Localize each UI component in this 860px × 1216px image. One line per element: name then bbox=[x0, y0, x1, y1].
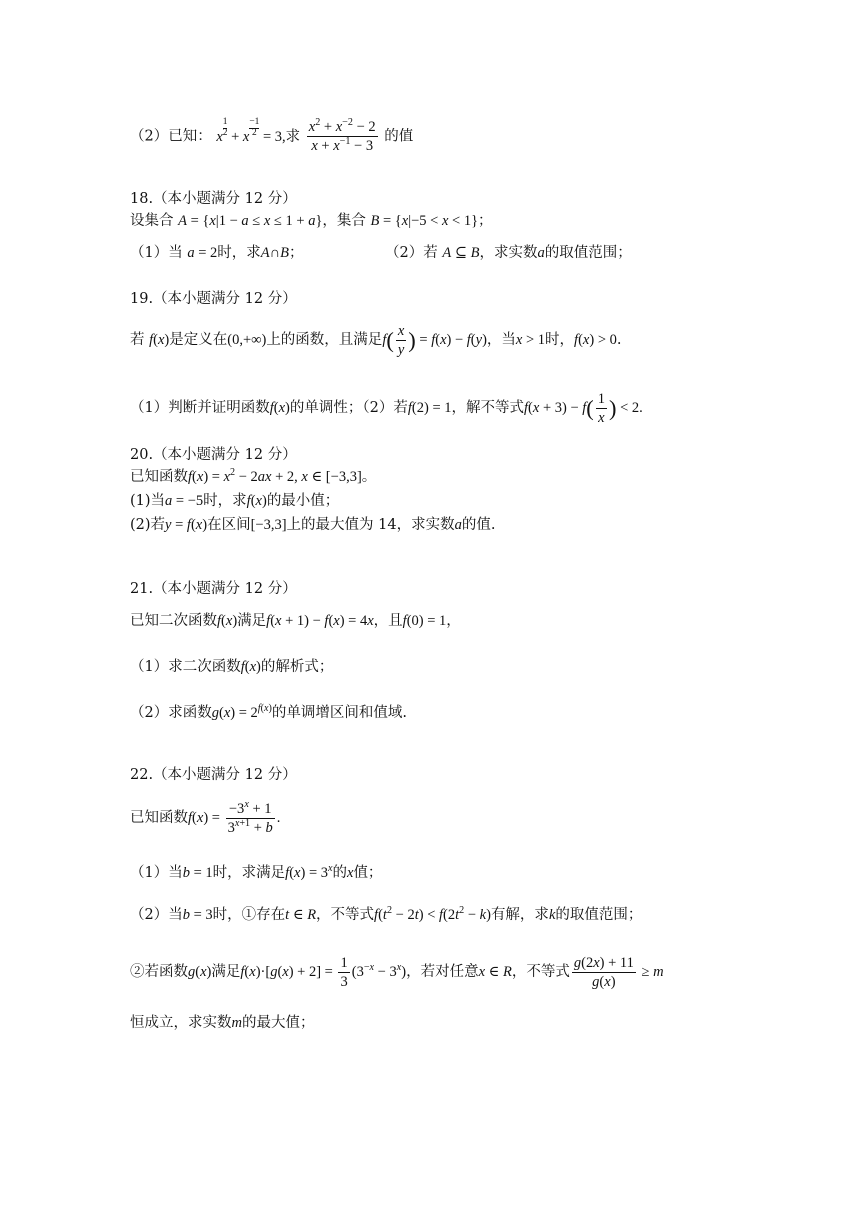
q19-math: x > 1 bbox=[515, 331, 546, 348]
q19-inequality: f(x + 3) − f( $\frac{1}{x}$ ) < 2. bbox=[524, 391, 643, 427]
q19-text: 的单调性；（2）若 bbox=[289, 399, 408, 416]
q18-text: ，集合 bbox=[322, 213, 371, 229]
q22-math: g(x) bbox=[188, 963, 212, 980]
q19-text: （1）判断并证明函数 bbox=[130, 399, 270, 416]
q22-math: b = 3 bbox=[182, 907, 213, 923]
q20-text: 上的最大值为 14，求实数 bbox=[286, 517, 455, 533]
q22-text: （2）当 bbox=[130, 907, 183, 923]
q19-math: f(2) = 1 bbox=[407, 399, 452, 416]
q22-text: 满足 bbox=[211, 963, 241, 980]
q19-math: f(x) > 0 bbox=[574, 331, 617, 348]
q22-text: 的取值范围； bbox=[555, 907, 643, 923]
q20-heading: 20.（本小题满分 12 分） bbox=[130, 447, 297, 463]
q19-text: ，解不等式 bbox=[451, 399, 524, 416]
q22-text: 有解，求 bbox=[490, 907, 549, 923]
q22-math: x ∈ R bbox=[478, 963, 512, 980]
q18-text: 设集合 bbox=[130, 213, 179, 229]
q17-fraction: $\frac{x^2 + x^{-2} - 2}{x + x^{-1} - 3}$ bbox=[308, 117, 376, 155]
q22-text: 时，①存在 bbox=[212, 907, 286, 923]
q22-function: f(x) = $\frac{-3^x + 1}{3^{x+1} + b}$ . bbox=[188, 799, 281, 837]
q19-functional-eq: f( $\frac{x}{y}$ ) = f(x) − f(y) bbox=[382, 323, 487, 359]
q22-text: ②若函数 bbox=[130, 963, 188, 980]
q21-text: 的单调增区间和值域. bbox=[271, 705, 407, 721]
q21-math: $g(x) = 2^{f(x)}$ bbox=[211, 703, 272, 721]
q18-math: a = 2 bbox=[187, 245, 218, 261]
q20-function: $f(x) = x^2 - 2ax + 2$, x ∈ [−3,3] bbox=[188, 467, 362, 485]
q19-math: f(x) bbox=[269, 399, 290, 416]
q22-heading: 22.（本小题满分 12 分） bbox=[130, 767, 297, 783]
q21-text: （2）求函数 bbox=[130, 705, 212, 721]
q22-text: ，不等式 bbox=[511, 963, 570, 980]
q18-part2 bbox=[385, 244, 632, 263]
q18-heading: 18.（本小题满分 12 分） bbox=[130, 191, 297, 207]
q18-math: a bbox=[537, 245, 545, 261]
q19-heading: 19.（本小题满分 12 分） bbox=[130, 291, 297, 307]
q18-math: A ⊆ B bbox=[442, 245, 480, 261]
q18-text: （2）若 bbox=[385, 245, 443, 261]
q17-part2-prefix: （2）已知： bbox=[130, 128, 212, 145]
q19-part1 bbox=[130, 390, 643, 427]
q19-math: (0,+∞) bbox=[227, 331, 267, 348]
q21-text: ，且 bbox=[373, 613, 403, 629]
q22-line1 bbox=[130, 800, 280, 837]
q19-text: ，当 bbox=[486, 331, 516, 348]
q17-part2-suffix: 的值 bbox=[384, 128, 414, 145]
q20-math: f(x) bbox=[246, 493, 267, 509]
q22-part2 bbox=[130, 906, 642, 925]
q22-inequality: $f(t^2 - 2t) < f(2t^2 - k)$ bbox=[374, 905, 491, 923]
q22-part1 bbox=[130, 864, 382, 883]
q22-part3 bbox=[130, 954, 664, 991]
q21-text: 满足 bbox=[237, 613, 267, 629]
q22-text: 已知函数 bbox=[130, 809, 188, 826]
q20-text: (2)若 bbox=[130, 517, 166, 533]
q21-math: f(x + 1) − f(x) = 4x bbox=[266, 613, 374, 629]
q22-part4 bbox=[130, 1014, 314, 1033]
q21-math: f(x) bbox=[217, 613, 238, 629]
q22-math: k bbox=[548, 907, 556, 923]
q22-text: 的最大值； bbox=[241, 1015, 315, 1031]
q19-line1: 若 f(x)是定义在(0,+∞)上的函数，且满足f( $\frac{x}{y}$ ) = f(x) − f(y)，当x > 1时，f(x) > 0. bbox=[130, 323, 622, 359]
q22-math: b = 1 bbox=[182, 865, 213, 881]
q22-text: ，若对任意 bbox=[406, 963, 479, 980]
q22-text: ，不等式 bbox=[316, 907, 375, 923]
q19-math: f(x) bbox=[149, 331, 170, 348]
q20-text: 在区间 bbox=[207, 517, 251, 533]
q21-text: 的解析式； bbox=[260, 659, 334, 675]
q17-part2 bbox=[130, 118, 413, 155]
q22-text: 的 bbox=[332, 865, 347, 881]
q22-text: 恒成立，求实数 bbox=[130, 1015, 232, 1031]
q20-math: [−3,3] bbox=[250, 517, 287, 533]
q21-part1 bbox=[130, 658, 333, 677]
q20-text: 的最小值； bbox=[266, 493, 340, 509]
q22-condition: f(x)·[g(x) + 2] = $\frac{1}{3}$ $(3^{-x} - 3^x)$ bbox=[240, 955, 407, 991]
q20-math: a bbox=[454, 517, 462, 533]
q22-math: $f(x) = 3^x$ bbox=[285, 863, 333, 881]
q18-text: （1）当 bbox=[130, 245, 188, 261]
q18-math: A∩B bbox=[260, 245, 289, 261]
q22-text: 时，求满足 bbox=[212, 865, 286, 881]
q22-math: t ∈ R bbox=[285, 907, 317, 923]
q17-condition: x $\frac{1}{2}$ + x $\frac{-1}{2}$ = 3,求 bbox=[216, 117, 301, 145]
q20-part1 bbox=[130, 492, 339, 511]
q18-set-b: B = {x|−5 < x < 1} bbox=[370, 213, 479, 229]
q20-text: 时，求 bbox=[203, 493, 247, 509]
q18-set-a: A = {x|1 − a ≤ x ≤ 1 + a} bbox=[178, 213, 323, 229]
q20-math: y = f(x) bbox=[165, 517, 208, 533]
q22-text: （1）当 bbox=[130, 865, 183, 881]
q21-heading: 21.（本小题满分 12 分） bbox=[130, 581, 297, 597]
q21-part2 bbox=[130, 704, 407, 723]
q19-text: 时， bbox=[545, 331, 575, 348]
q21-line1: 已知二次函数f(x)满足f(x + 1) − f(x) = 4x，且f(0) = 1， bbox=[130, 613, 461, 629]
q19-text: 是定义在 bbox=[169, 331, 228, 348]
q20-line1: 已知函数$f(x) = x^2 - 2ax + 2$, x ∈ [−3,3]。 bbox=[130, 467, 377, 485]
q18-line1: 设集合 A = {x|1 − a ≤ x ≤ 1 + a}，集合 B = {x|−5 < x < 1}； bbox=[130, 213, 493, 229]
q20-text: (1)当 bbox=[130, 493, 166, 509]
q19-text: 上的函数，且满足 bbox=[266, 331, 383, 348]
q20-text: 的值. bbox=[461, 517, 496, 533]
q21-math: f(x) bbox=[240, 659, 261, 675]
q22-text: 值； bbox=[353, 865, 383, 881]
q20-part2 bbox=[130, 516, 495, 535]
q18-text: ，求实数 bbox=[479, 245, 538, 261]
q20-math: a = −5 bbox=[165, 493, 204, 509]
q18-text: 的取值范围； bbox=[544, 245, 632, 261]
q22-inequality: $\frac{g(2x) + 11}{g(x)}$ ≥ m bbox=[573, 955, 664, 991]
q18-text: 时，求 bbox=[217, 245, 261, 261]
q21-text: 已知二次函数 bbox=[130, 613, 217, 629]
q20-text: 已知函数 bbox=[130, 469, 188, 485]
q19-text: 若 bbox=[130, 331, 150, 348]
q18-part1: （1）当 a = 2时，求A∩B； bbox=[130, 245, 304, 261]
q21-math: f(0) = 1 bbox=[402, 613, 447, 629]
q22-math: x bbox=[347, 865, 354, 881]
q21-text: （1）求二次函数 bbox=[130, 659, 241, 675]
q22-math: m bbox=[231, 1015, 242, 1031]
